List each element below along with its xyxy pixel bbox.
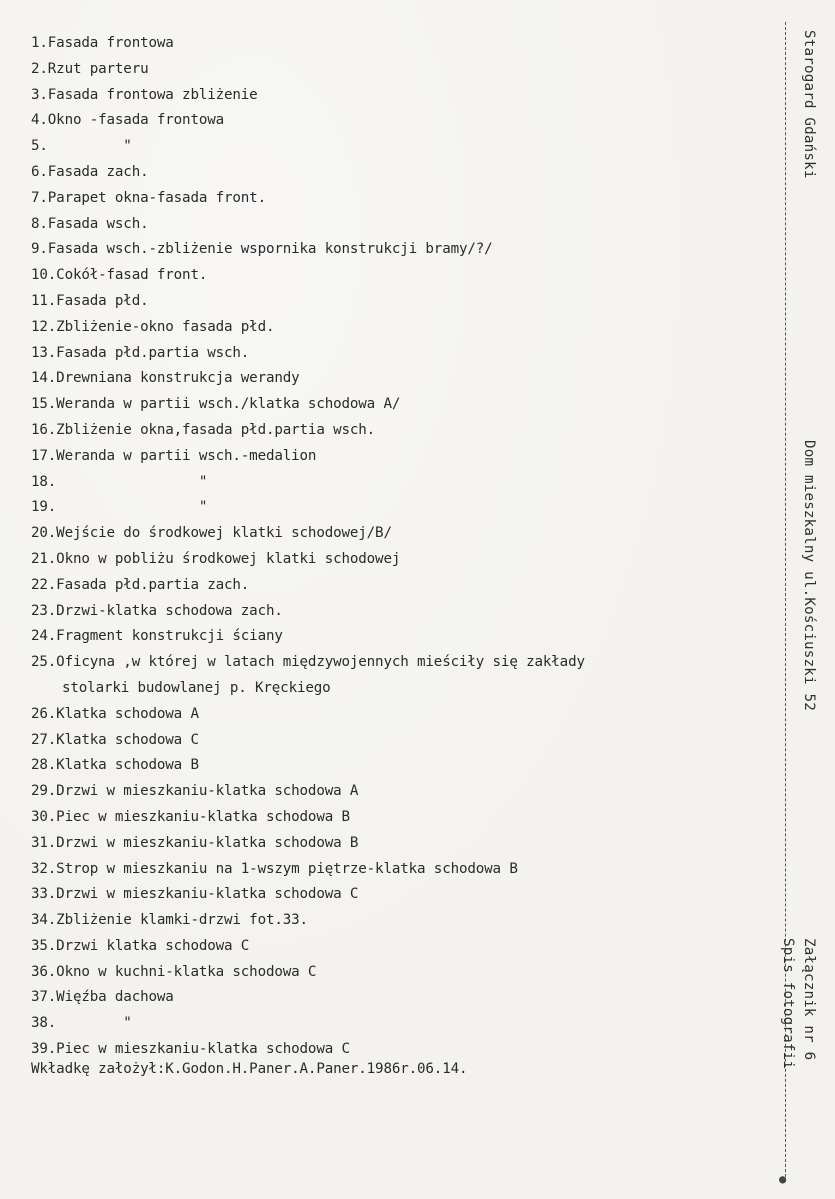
list-item: 34.Zbliżenie klamki-drzwi fot.33. [31, 912, 308, 929]
list-item: 12.Zbliżenie-okno fasada płd. [31, 318, 275, 335]
list-item: 24.Fragment konstrukcji ściany [31, 628, 283, 645]
list-item: 30.Piec w mieszkaniu-klatka schodowa B [31, 808, 350, 825]
list-item-continuation: stolarki budowlanej p. Kręckiego [62, 679, 331, 696]
list-item: 20.Wejście do środkowej klatki schodowej/B/ [31, 525, 392, 542]
list-item: 27.Klatka schodowa C [31, 731, 199, 748]
list-item: 16.Zbliżenie okna,fasada płd.partia wsch. [31, 421, 376, 438]
list-item: 32.Strop w mieszkaniu na 1-wszym piętrze-klatka schodowa B [31, 860, 518, 877]
end-mark-icon: ● [779, 1172, 787, 1186]
photo-list [31, 31, 731, 1063]
sidebar-annex: Załącznik nr 6 [801, 938, 817, 1061]
list-item: 29.Drzwi w mieszkaniu-klatka schodowa A [31, 783, 359, 800]
list-item: 31.Drzwi w mieszkaniu-klatka schodowa B [31, 834, 359, 851]
sidebar-spis: Spis fotografii [780, 938, 796, 1070]
list-item: 4.Okno -fasada frontowa [31, 112, 225, 129]
list-item: 35.Drzwi klatka schodowa C [31, 937, 250, 954]
list-item: 3.Fasada frontowa zbliżenie [31, 86, 258, 103]
list-item: 25.Oficyna ,w której w latach międzywojennych mieściły się zakłady [31, 654, 585, 671]
list-item: 26.Klatka schodowa A [31, 705, 199, 722]
list-item: 36.Okno w kuchni-klatka schodowa C [31, 963, 317, 980]
list-item: 14.Drewniana konstrukcja werandy [31, 370, 300, 387]
list-item: 15.Weranda w partii wsch./klatka schodowa A/ [31, 396, 401, 413]
list-item: 28.Klatka schodowa B [31, 757, 199, 774]
list-item: 23.Drzwi-klatka schodowa zach. [31, 602, 283, 619]
list-item: 10.Cokół-fasad front. [31, 267, 208, 284]
list-item: 21.Okno w pobliżu środkowej klatki schodowej [31, 550, 401, 567]
list-item: 5. " [31, 138, 132, 155]
list-item: 1.Fasada frontowa [31, 35, 174, 51]
list-item: 9.Fasada wsch.-zbliżenie wspornika konstrukcji bramy/?/ [31, 241, 493, 258]
list-item: 11.Fasada płd. [31, 292, 149, 309]
list-item: 19. " [31, 499, 208, 516]
list-item: 13.Fasada płd.partia wsch. [31, 344, 250, 361]
list-item: 39.Piec w mieszkaniu-klatka schodowa C [31, 1041, 350, 1058]
list-item: 6.Fasada zach. [31, 163, 149, 180]
list-item: 18. " [31, 473, 208, 490]
footer-note: Wkładkę założył:K.Godon.H.Paner.A.Paner.1986r.06.14. [31, 1061, 468, 1077]
sidebar-house: Dom mieszkalny ul.Kościuszki 52 [801, 440, 817, 711]
list-item: 33.Drzwi w mieszkaniu-klatka schodowa C [31, 886, 359, 903]
list-item: 37.Więźba dachowa [31, 989, 174, 1006]
sidebar-city: Starogard Gdański [801, 30, 817, 179]
list-item: 17.Weranda w partii wsch.-medalion [31, 447, 317, 464]
list-item: 38. " [31, 1015, 132, 1032]
list-item: 22.Fasada płd.partia zach. [31, 576, 250, 593]
list-item: 7.Parapet okna-fasada front. [31, 189, 266, 206]
list-item: 8.Fasada wsch. [31, 215, 149, 232]
list-item: 2.Rzut parteru [31, 60, 149, 77]
